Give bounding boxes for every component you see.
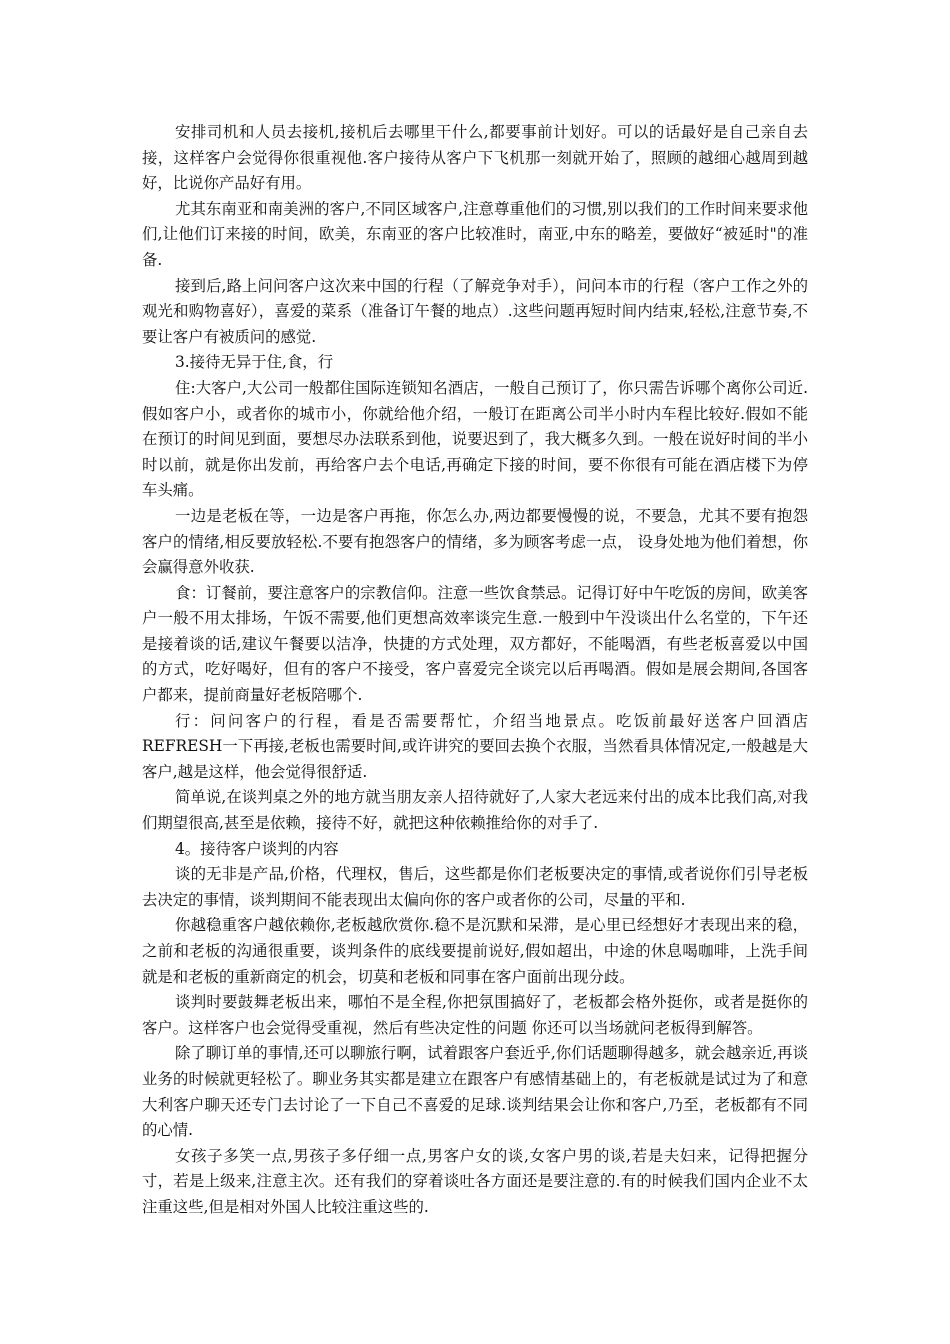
paragraph: 除了聊订单的事情,还可以聊旅行啊，试着跟客户套近乎,你们话题聊得越多，就会越亲近,再谈业务的时候就更轻松了。聊业务其实都是建立在跟客户有感情基础上的，有老板就是试过为了和意大利客户聊天还专门去讨论了一下自己不喜爱的足球.谈判结果会让你和客户,乃至，老板都有不同的心情. xyxy=(142,1044,808,1140)
paragraph: 食：订餐前，要注意客户的宗教信仰。注意一些饮食禁忌。记得订好中午吃饭的房间，欧美客户一般不用太排场，午饭不需要,他们更想高效率谈完生意.一般到中午没谈出什么名堂的，下午还是接着谈的话,建议午餐要以洁净，快捷的方式处理，双方都好，不能喝酒，有些老板喜爱以中国的方式，吃好喝好，但有的客户不接受，客户喜爱完全谈完以后再喝酒。假如是展会期间,各国客户都来，提前商量好老板陪哪个. xyxy=(142,583,808,705)
section-heading: 4。接待客户谈判的内容 xyxy=(175,839,339,858)
paragraph: 住:大客户,大公司一般都住国际连锁知名酒店，一般自己预订了，你只需告诉哪个离你公司近.假如客户小，或者你的城市小，你就给他介绍，一般订在距离公司半小时内车程比较好.假如不能在预订的时间见到面，要想尽办法联系到他，说要迟到了，我大概多久到。一般在说好时间的半小时以前，就是你出发前，再给客户去个电话,再确定下接的时间，要不你很有可能在酒店楼下为停车头痛。 xyxy=(142,378,808,500)
paragraph: 尤其东南亚和南美洲的客户,不同区域客户,注意尊重他们的习惯,别以我们的工作时间来要求他们,让他们订来接的时间，欧美，东南亚的客户比较准时，南亚,中东的略差，要做好“被延时"的准备. xyxy=(142,199,808,269)
paragraph: 行：问问客户的行程，看是否需要帮忙，介绍当地景点。吃饭前最好送客户回酒店REFRESH一下再接,老板也需要时间,或许讲究的要回去换个衣服，当然看具体情况定,一般越是大客户,越是这样，他会觉得很舒适. xyxy=(142,711,808,781)
paragraph: 谈的无非是产品,价格，代理权，售后，这些都是你们老板要决定的事情,或者说你们引导老板去决定的事情，谈判期间不能表现出太偏向你的客户或者你的公司，尽量的平和. xyxy=(142,865,808,909)
paragraph: 一边是老板在等，一边是客户再拖，你怎么办,两边都要慢慢的说，不要急，尤其不要有抱怨客户的情绪,相反要放轻松.不要有抱怨客户的情绪，多为顾客考虑一点， 设身处地为他们着想，你会赢得意外收获. xyxy=(142,506,808,577)
section-heading: 3.接待无异于住,食，行 xyxy=(175,353,334,372)
document-body xyxy=(142,120,808,1221)
paragraph: 谈判时要鼓舞老板出来，哪怕不是全程,你把氛围搞好了，老板都会格外挺你，或者是挺你的客户。这样客户也会觉得受重视，然后有些决定性的问题 你还可以当场就问老板得到解答。 xyxy=(142,993,808,1037)
paragraph: 你越稳重客户越依赖你,老板越欣赏你.稳不是沉默和呆滞，是心里已经想好才表现出来的稳，之前和老板的沟通很重要，谈判条件的底线要提前说好,假如超出，中途的休息喝咖啡，上洗手间就是和老板的重新商定的机会，切莫和老板和同事在客户面前出现分歧。 xyxy=(142,916,808,986)
paragraph: 女孩子多笑一点,男孩子多仔细一点,男客户女的谈,女客户男的谈,若是夫妇来，记得把握分寸，若是上级来,注意主次。还有我们的穿着谈吐各方面还是要注意的.有的时候我们国内企业不太注重这些,但是相对外国人比较注重这些的. xyxy=(142,1146,808,1216)
paragraph: 接到后,路上问问客户这次来中国的行程（了解竞争对手），问问本市的行程（客户工作之外的观光和购物喜好），喜爱的菜系（准备订午餐的地点）.这些问题再短时间内结束,轻松,注意节奏,不要让客户有被质问的感觉. xyxy=(142,276,808,346)
paragraph: 简单说,在谈判桌之外的地方就当朋友亲人招待就好了,人家大老远来付出的成本比我们高,对我们期望很高,甚至是依赖，接待不好，就把这种依赖推给你的对手了. xyxy=(142,788,808,833)
paragraph: 安排司机和人员去接机,接机后去哪里干什么,都要事前计划好。可以的话最好是自己亲自去接，这样客户会觉得你很重视他.客户接待从客户下飞机那一刻就开始了，照顾的越细心越周到越好，比说你产品好有用。 xyxy=(142,123,808,193)
